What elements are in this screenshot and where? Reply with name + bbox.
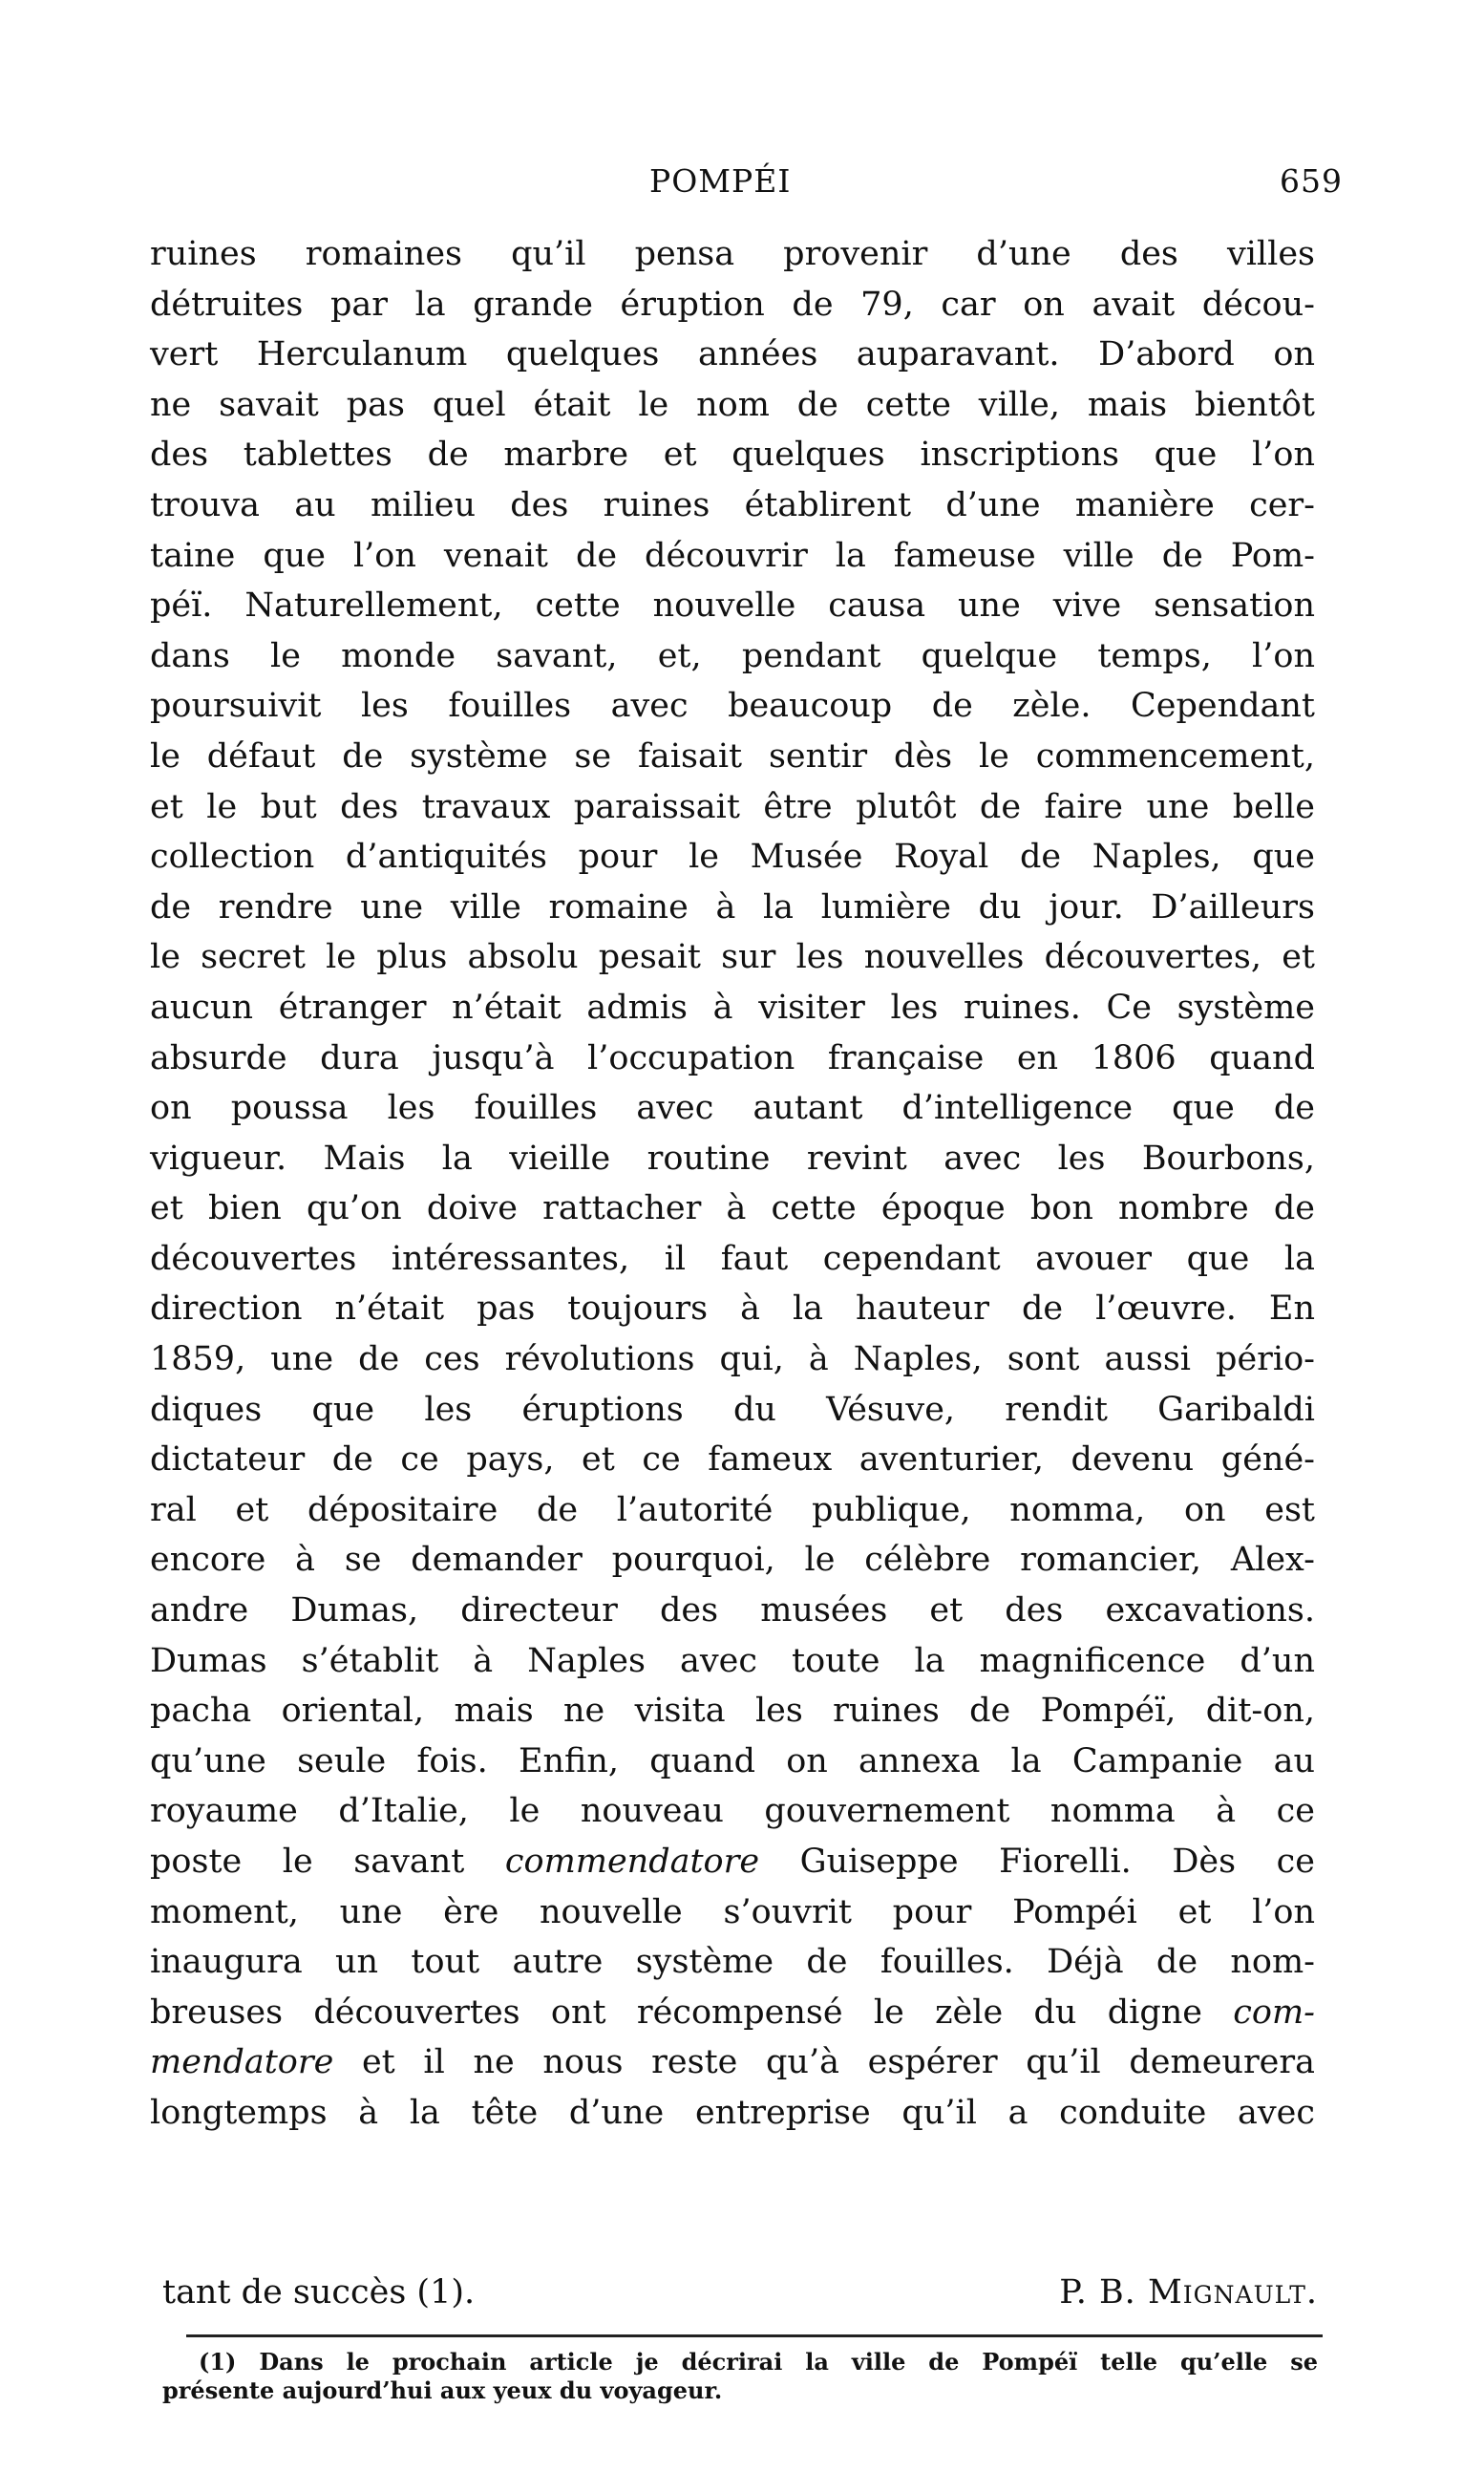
text-line: ruines romaines qu’il pensa provenir d’une des villes <box>150 235 1315 273</box>
text-line: des tablettes de marbre et quelques inscriptions que l’on <box>150 436 1315 475</box>
text-line: aucun étranger n’était admis à visiter les ruines. Ce système <box>150 988 1315 1027</box>
text-line: Dumas s’établit à Naples avec toute la magnificence d’un <box>150 1641 1315 1680</box>
text-line: ral et dépositaire de l’autorité publique, nomma, on est <box>150 1490 1315 1529</box>
text-line: vigueur. Mais la vieille routine revint avec les Bourbons, <box>150 1139 1315 1178</box>
text-line: dans le monde savant, et, pendant quelque temps, l’on <box>150 636 1315 675</box>
text-line: découvertes intéressantes, il faut cependant avouer que la <box>150 1239 1315 1278</box>
signature-initials: P. B. <box>1059 2273 1136 2312</box>
text-line: moment, une ère nouvelle s’ouvrit pour Pompéi et l’on <box>150 1892 1315 1931</box>
text-line: absurde dura jusqu’à l’occupation française en 1806 quand <box>150 1038 1315 1077</box>
text-line: poursuivit les fouilles avec beaucoup de zèle. Cependant <box>150 687 1315 726</box>
text-line: on poussa les fouilles avec autant d’intelligence que de <box>150 1089 1315 1128</box>
italic-term: com- <box>1233 1993 1315 2032</box>
closing-text: tant de succès (1). <box>162 2273 476 2312</box>
text-line: de rendre une ville romaine à la lumière du jour. D’ailleurs <box>150 887 1315 927</box>
text-line: collection d’antiquités pour le Musée Royal de Naples, que <box>150 838 1315 877</box>
text-line-digne <box>150 1988 1315 2038</box>
text-line-mendatore <box>150 2037 1315 2088</box>
text-line: ne savait pas quel était le nom de cette ville, mais bientôt <box>150 385 1315 424</box>
running-title: POMPÉI <box>649 162 792 200</box>
text-line: pacha oriental, mais ne visita les ruines de Pompéï, dit-on, <box>150 1692 1315 1731</box>
text-line: encore à se demander pourquoi, le célèbre romancier, Alex- <box>150 1541 1315 1580</box>
footnote-rule <box>186 2334 1323 2337</box>
italic-term: mendatore <box>150 2043 334 2082</box>
text-fragment: breuses découvertes ont récompensé le zèle du digne <box>150 1993 1234 2032</box>
text-fragment: poste le savant <box>150 1843 505 1881</box>
text-line: direction n’était pas toujours à la hauteur de l’œuvre. En <box>150 1289 1315 1329</box>
text-fragment: Guiseppe Fiorelli. Dès ce <box>759 1843 1315 1881</box>
text-line: péï. Naturellement, cette nouvelle causa une vive sensation <box>150 586 1315 626</box>
text-line: longtemps à la tête d’une entreprise qu’il a conduite avec <box>150 2093 1315 2132</box>
text-line: 1859, une de ces révolutions qui, à Naples, sont aussi pério- <box>150 1340 1315 1379</box>
text-line: détruites par la grande éruption de 79, car on avait décou- <box>150 285 1315 324</box>
text-fragment: et il ne nous reste qu’à espérer qu’il demeurera <box>333 2043 1315 2082</box>
page-header <box>0 162 1484 210</box>
text-line: le défaut de système se faisait sentir dès le commencement, <box>150 736 1315 776</box>
text-line: trouva au milieu des ruines établirent d’une manière cer- <box>150 485 1315 524</box>
text-line-fiorelli <box>150 1837 1315 1887</box>
author-signature <box>1059 2273 1318 2312</box>
text-line: royaume d’Italie, le nouveau gouvernement nomma à ce <box>150 1792 1315 1831</box>
page-number: 659 <box>1280 162 1343 200</box>
text-line: qu’une seule fois. Enfin, quand on annexa la Campanie au <box>150 1741 1315 1780</box>
text-line: et le but des travaux paraissait être plutôt de faire une belle <box>150 787 1315 826</box>
footnote <box>162 2348 1318 2405</box>
text-line: inaugura un tout autre système de fouilles. Déjà de nom- <box>150 1943 1315 1982</box>
italic-term: commendatore <box>504 1843 760 1881</box>
text-line: le secret le plus absolu pesait sur les nouvelles découvertes, et <box>150 938 1315 977</box>
text-line: taine que l’on venait de découvrir la fameuse ville de Pom- <box>150 536 1315 575</box>
footnote-line: présente aujourd’hui aux yeux du voyageur. <box>162 2376 723 2404</box>
text-line: diques que les éruptions du Vésuve, rendit Garibaldi <box>150 1390 1315 1429</box>
text-line: dictateur de ce pays, et ce fameux aventurier, devenu géné- <box>150 1440 1315 1480</box>
text-line: et bien qu’on doive rattacher à cette époque bon nombre de <box>150 1189 1315 1228</box>
closing-line <box>162 2273 1318 2327</box>
text-line: vert Herculanum quelques années auparavant. D’abord on <box>150 335 1315 374</box>
signature-surname: Mignault. <box>1147 2273 1318 2312</box>
body-text <box>150 229 1315 2139</box>
footnote-line: (1) Dans le prochain article je décrirai la ville de Pompéï telle qu’elle se <box>199 2348 1318 2376</box>
text-line: andre Dumas, directeur des musées et des excavations. <box>150 1591 1315 1630</box>
